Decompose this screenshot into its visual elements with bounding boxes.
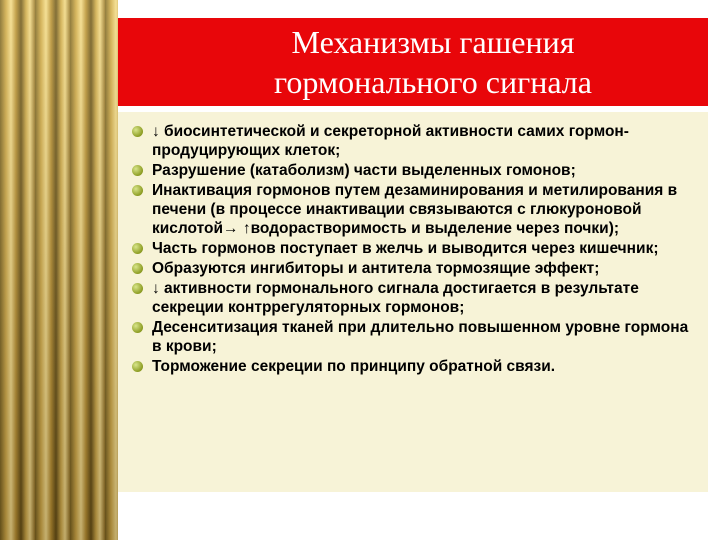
circle-bullet-icon: [132, 165, 143, 176]
bullet-text: Часть гормонов поступает в желчь и выводится через кишечник;: [152, 240, 659, 257]
circle-bullet-icon: [132, 126, 143, 137]
bullet-text: Инактивация гормонов путем дезаминирования и метилирования в печени (в процессе инактивации связываются с глюкуроновой кислотой→ ↑водорастворимость и выделение через почки);: [152, 182, 678, 237]
decorative-gold-stripes: [0, 0, 118, 540]
list-item: [132, 181, 698, 238]
title-line-1: Механизмы гашения: [291, 24, 575, 60]
list-item: [132, 122, 698, 160]
title-line-2: гормонального сигнала: [274, 64, 592, 100]
bullet-list: [118, 112, 708, 376]
bullet-text: Торможение секреции по принципу обратной связи.: [152, 358, 556, 375]
circle-bullet-icon: [132, 243, 143, 254]
circle-bullet-icon: [132, 322, 143, 333]
content-panel: [118, 112, 708, 492]
list-item: [132, 259, 698, 278]
bullet-text: ↓ активности гормонального сигнала достигается в результате секреции контррегуляторных гормонов;: [152, 280, 639, 316]
circle-bullet-icon: [132, 361, 143, 372]
circle-bullet-icon: [132, 283, 143, 294]
circle-bullet-icon: [132, 263, 143, 274]
list-item: [132, 161, 698, 180]
circle-bullet-icon: [132, 185, 143, 196]
bullet-text: Разрушение (катаболизм) части выделенных гомонов;: [152, 162, 576, 179]
bullet-text: Десенситизация тканей при длительно повышенном уровне гормона в крови;: [152, 319, 689, 355]
bullet-text: Образуются ингибиторы и антитела тормозящие эффект;: [152, 260, 600, 277]
list-item: [132, 318, 698, 356]
list-item: [132, 279, 698, 317]
bullet-text: ↓ биосинтетической и секреторной активности самих гормон-продуцирующих клеток;: [152, 123, 629, 159]
list-item: [132, 357, 698, 376]
list-item: [132, 239, 698, 258]
slide-title: [118, 18, 708, 106]
